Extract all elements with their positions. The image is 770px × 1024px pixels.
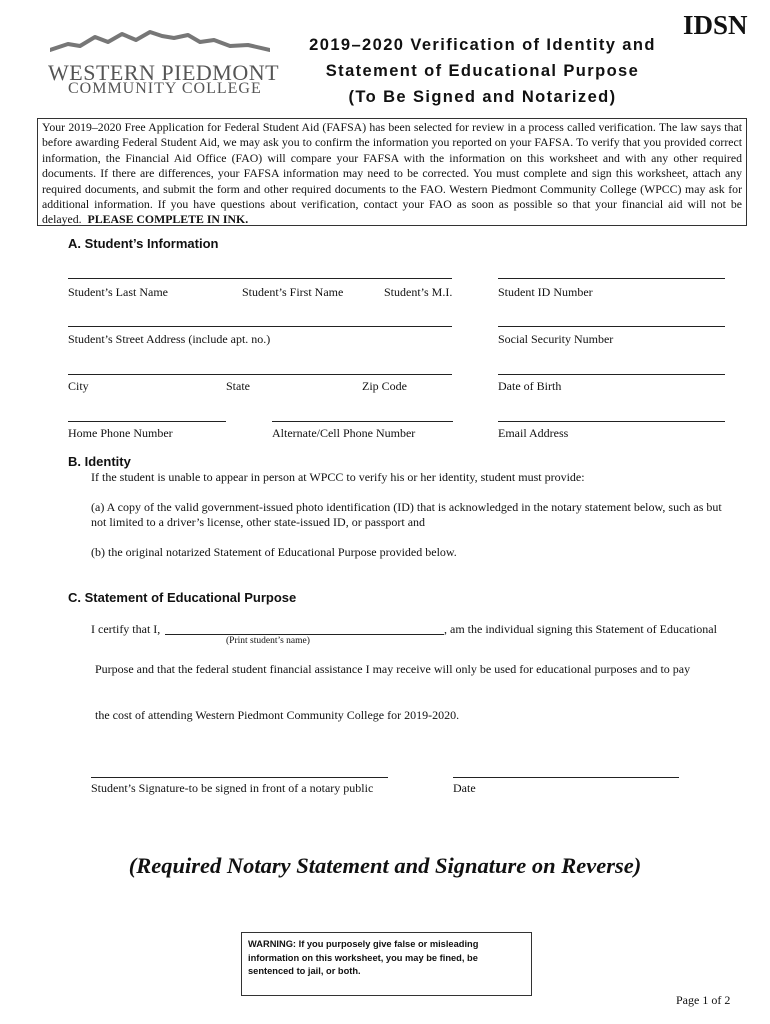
signature-label: Student’s Signature-to be signed in front of a notary public xyxy=(91,781,374,795)
certify-suffix: , am the individual signing this Statement of Educational xyxy=(444,622,717,636)
last-name-label: Student’s Last Name xyxy=(68,285,168,299)
home-phone-label: Home Phone Number xyxy=(68,426,173,440)
dob-label: Date of Birth xyxy=(498,379,562,393)
title-line-1: 2019–2020 Verification of Identity and xyxy=(309,36,656,54)
home-phone-input-line[interactable] xyxy=(68,421,226,422)
street-input-line[interactable] xyxy=(68,326,452,327)
warning-box xyxy=(241,932,532,996)
first-name-label: Student’s First Name xyxy=(242,285,344,299)
city-label: City xyxy=(68,379,89,393)
date-input-line[interactable] xyxy=(453,777,679,778)
document-title xyxy=(290,32,675,110)
intro-emphasis: PLEASE COMPLETE IN INK. xyxy=(87,212,249,227)
section-c-heading: C. Statement of Educational Purpose xyxy=(68,590,297,605)
intro-box xyxy=(37,118,747,226)
warning-text: WARNING: If you purposely give false or misleading information on this worksheet, you may be fined, be sentenced to jail, or both. xyxy=(248,939,479,976)
name-input-line[interactable] xyxy=(68,278,452,279)
mi-label: Student’s M.I. xyxy=(384,285,453,299)
intro-text: Your 2019–2020 Free Application for Federal Student Aid (FAFSA) has been selected for review in a process called verification. The law says that before awarding Federal Student Aid, we may ask you to confirm the information you reported on your FAFSA. To verify that you provided correct information, the Financial Aid Office (FAO) will compare your FAFSA with the information on this worksheet and with any other required documents. If there are differences, your FAFSA information may need to be corrected. You must complete and sign this worksheet, attach any required documents, and submit the form and other required documents to the FAO. Western Piedmont Community College (WPCC) may ask for additional information. If you have questions about verification, contact your FAO as soon as possible so that your financial aid will not be delayed. xyxy=(42,120,742,227)
title-line-3: (To Be Signed and Notarized) xyxy=(348,88,617,106)
section-a-heading: A. Student’s Information xyxy=(68,236,219,251)
statement-line-3: the cost of attending Western Piedmont Community College for 2019-2020. xyxy=(95,708,460,722)
print-name-hint: (Print student’s name) xyxy=(226,636,310,646)
print-name-input-line[interactable] xyxy=(165,634,444,635)
ssn-label: Social Security Number xyxy=(498,332,614,346)
identity-item-a: (a) A copy of the valid government-issued photo identification (ID) that is acknowledged in the notary statement below, such as but not limited to a driver’s license, other state-issued ID, or passport and xyxy=(91,500,722,529)
email-input-line[interactable] xyxy=(498,421,725,422)
dob-input-line[interactable] xyxy=(498,374,725,375)
street-label: Student’s Street Address (include apt. no.) xyxy=(68,332,271,346)
mountain-range-icon xyxy=(50,28,270,58)
alt-phone-label: Alternate/Cell Phone Number xyxy=(272,426,416,440)
student-id-label: Student ID Number xyxy=(498,285,593,299)
date-label: Date xyxy=(453,781,476,795)
page-number: Page 1 of 2 xyxy=(676,993,731,1007)
logo-name: WESTERN PIEDMONT xyxy=(48,60,280,85)
section-b-heading: B. Identity xyxy=(68,454,131,469)
identity-item-b: (b) the original notarized Statement of Educational Purpose provided below. xyxy=(91,545,457,559)
certify-prefix: I certify that I, xyxy=(91,622,161,636)
zip-label: Zip Code xyxy=(362,379,407,393)
reverse-note: (Required Notary Statement and Signature on Reverse) xyxy=(128,853,642,878)
alt-phone-input-line[interactable] xyxy=(272,421,453,422)
title-line-2: Statement of Educational Purpose xyxy=(325,62,640,80)
signature-input-line[interactable] xyxy=(91,777,388,778)
logo-subtitle: COMMUNITY COLLEGE xyxy=(68,80,262,97)
state-label: State xyxy=(226,379,250,393)
ssn-input-line[interactable] xyxy=(498,326,725,327)
student-id-input-line[interactable] xyxy=(498,278,725,279)
form-code: IDSN xyxy=(683,10,748,40)
identity-intro: If the student is unable to appear in person at WPCC to verify his or her identity, student must provide: xyxy=(91,470,585,484)
email-label: Email Address xyxy=(498,426,569,440)
statement-line-2: Purpose and that the federal student financial assistance I may receive will only be used for educational purposes and to pay xyxy=(95,662,691,676)
city-state-zip-input-line[interactable] xyxy=(68,374,452,375)
